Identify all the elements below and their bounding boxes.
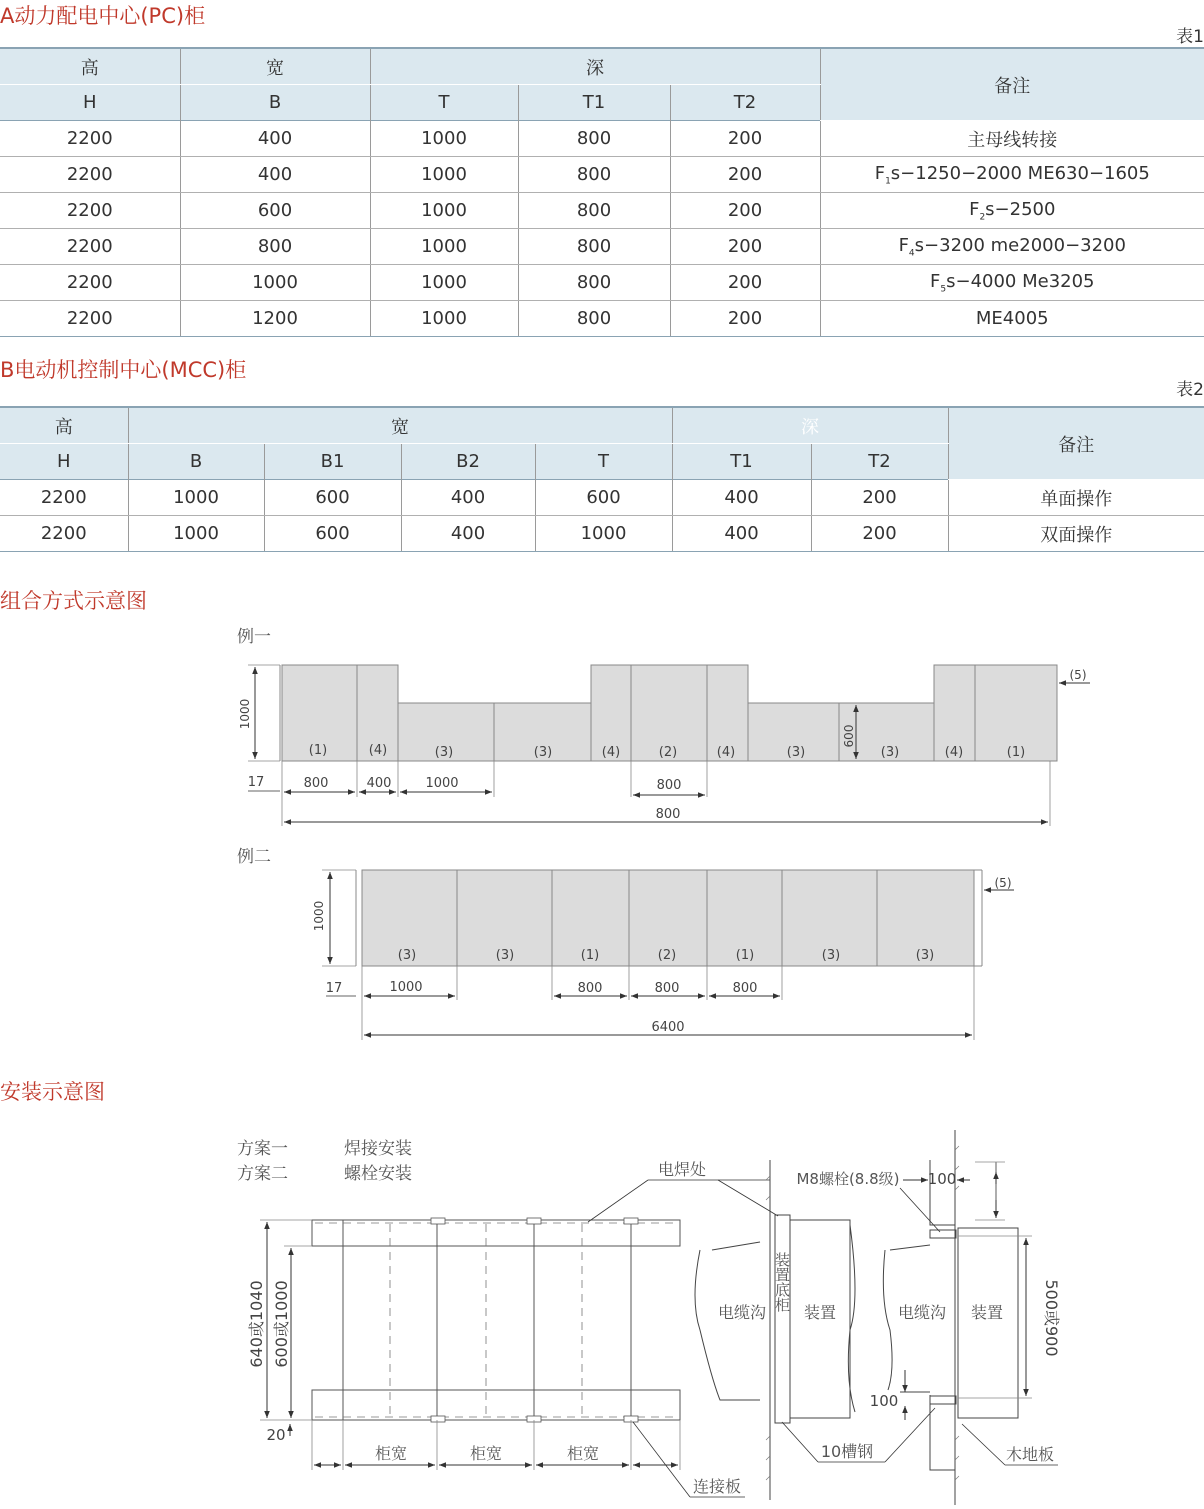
header-high: 高 — [0, 48, 180, 85]
cab-width-label: 柜宽 — [469, 1444, 503, 1463]
cell-t2: 200 — [670, 229, 820, 265]
ex1-offset-dim: 17 — [247, 775, 265, 790]
bolt-label: M8螺栓(8.8级) — [796, 1170, 900, 1188]
header-T1: T1 — [672, 444, 811, 480]
ex1-cabinet-label: (4) — [944, 745, 964, 760]
ex2-cabinet-label: (1) — [580, 948, 600, 963]
cell-b1: 600 — [264, 516, 401, 552]
ex2-width-dim: 1000 — [389, 980, 423, 995]
cell-remark: 主母线转接 — [820, 121, 1204, 157]
header-remark: 备注 — [820, 48, 1204, 121]
cell-t: 1000 — [535, 516, 672, 552]
cell-h: 2200 — [0, 121, 180, 157]
header-B: B — [180, 85, 370, 121]
cell-remark: $F_2s-2500$ — [820, 193, 1204, 229]
ex2-cabinet-label: (3) — [915, 948, 935, 963]
cell-b: 1200 — [180, 301, 370, 337]
cell-b: 400 — [180, 157, 370, 193]
cell-t1: 800 — [518, 193, 670, 229]
cell-b: 1000 — [128, 480, 264, 516]
cell-remark: $F_1s-1250-2000$ ME630−1605 — [820, 157, 1204, 193]
header-T1: T1 — [518, 85, 670, 121]
channel-label: 10槽钢 — [820, 1442, 874, 1461]
cab-width-label: 柜宽 — [566, 1444, 600, 1463]
cell-t2: 200 — [670, 301, 820, 337]
dim-inner: 600或1000 — [272, 1280, 291, 1368]
cell-remark: $F_4s-3200$ me2000−3200 — [820, 229, 1204, 265]
plan2-method: 螺栓安装 — [344, 1164, 412, 1184]
cell-t: 1000 — [370, 229, 518, 265]
ex2-callout: (5) — [994, 876, 1012, 890]
cell-t2: 200 — [670, 157, 820, 193]
ex2-cabinet-label: (3) — [397, 948, 417, 963]
cell-t1: 800 — [518, 229, 670, 265]
ex1-cabinet-label: (4) — [368, 743, 388, 758]
ex1-cabinet-label: (3) — [880, 745, 900, 760]
header-B: B — [128, 444, 264, 480]
ex1-cabinet-label: (3) — [786, 745, 806, 760]
table1-number: 表1 — [1176, 27, 1204, 47]
ex1-width-dim: 400 — [366, 776, 392, 791]
dim-right: 500或900 — [1042, 1279, 1061, 1357]
cell-t: 600 — [535, 480, 672, 516]
header-T: T — [535, 444, 672, 480]
cell-b2: 400 — [401, 516, 535, 552]
header-B1: B1 — [264, 444, 401, 480]
ex1-callout: (5) — [1069, 668, 1087, 682]
cell-h: 2200 — [0, 480, 128, 516]
ex2-width-dim: 800 — [654, 981, 680, 996]
cell-t2: 200 — [670, 121, 820, 157]
header-high: 高 — [0, 407, 128, 444]
ex1-cabinet-label: (1) — [1006, 745, 1026, 760]
cell-b: 1000 — [128, 516, 264, 552]
cell-remark: 单面操作 — [948, 480, 1204, 516]
cell-t1: 800 — [518, 121, 670, 157]
ex2-total-dim: 6400 — [651, 1020, 685, 1035]
cell-t: 1000 — [370, 121, 518, 157]
ex2-cabinet-label: (3) — [821, 948, 841, 963]
cell-h: 2200 — [0, 229, 180, 265]
dim-100-bottom: 100 — [869, 1392, 899, 1410]
header-T: T — [370, 85, 518, 121]
ex1-width-dim: 800 — [303, 776, 329, 791]
cell-b: 600 — [180, 193, 370, 229]
ex1-width-dim: 1000 — [425, 776, 459, 791]
cell-h: 2200 — [0, 516, 128, 552]
ex2-offset-dim: 17 — [325, 981, 343, 996]
cell-h: 2200 — [0, 265, 180, 301]
cab-width-label: 柜宽 — [374, 1444, 408, 1463]
floor-label: 木地板 — [1005, 1445, 1055, 1464]
header-T2: T2 — [670, 85, 820, 121]
section-install-title: 安装示意图 — [0, 1080, 105, 1104]
device-label-2: 装置 — [970, 1303, 1004, 1322]
header-H: H — [0, 85, 180, 121]
cell-b: 400 — [180, 121, 370, 157]
cell-t1: 800 — [518, 157, 670, 193]
cell-remark: ME4005 — [820, 301, 1204, 337]
ex2-width-dim: 800 — [732, 981, 758, 996]
ex1-total-dim: 800 — [655, 807, 681, 822]
header-wide: 宽 — [180, 48, 370, 85]
cell-t2: 200 — [811, 516, 948, 552]
header-wide: 宽 — [128, 407, 672, 444]
cell-t: 1000 — [370, 193, 518, 229]
cell-t2: 200 — [670, 193, 820, 229]
header-deep: 深 — [370, 48, 820, 85]
table2-number: 表2 — [1176, 380, 1204, 400]
ex1-mid-dim: 800 — [656, 778, 682, 793]
installation-diagram — [237, 1130, 1061, 1505]
cell-t2: 200 — [811, 480, 948, 516]
cell-t2: 200 — [670, 265, 820, 301]
trench-label: 电缆沟 — [717, 1303, 767, 1322]
ex2-width-dim: 800 — [577, 981, 603, 996]
dim-20: 20 — [266, 1426, 286, 1444]
weld-label: 电焊处 — [657, 1160, 707, 1179]
cell-b1: 600 — [264, 480, 401, 516]
cell-t1: 400 — [672, 516, 811, 552]
header-H: H — [0, 444, 128, 480]
cell-t: 1000 — [370, 265, 518, 301]
plan2-name: 方案二 — [237, 1164, 288, 1184]
cell-b2: 400 — [401, 480, 535, 516]
cell-t1: 800 — [518, 265, 670, 301]
combination-example-1 — [237, 627, 1090, 826]
dim-outer: 640或1040 — [247, 1280, 266, 1368]
cell-h: 2200 — [0, 157, 180, 193]
cell-h: 2200 — [0, 193, 180, 229]
dim-100-top: 100 — [927, 1170, 957, 1188]
combination-example-2 — [237, 847, 1014, 1040]
cell-b: 1000 — [180, 265, 370, 301]
ex1-cabinet-label: (2) — [658, 745, 678, 760]
example1-label: 例一 — [237, 627, 271, 647]
section-combination-title: 组合方式示意图 — [0, 589, 147, 613]
plan1-name: 方案一 — [237, 1139, 288, 1159]
header-deep: 深 — [672, 407, 948, 444]
cell-t1: 800 — [518, 301, 670, 337]
cell-h: 2200 — [0, 301, 180, 337]
example2-label: 例二 — [237, 847, 271, 867]
cell-b: 800 — [180, 229, 370, 265]
cell-t1: 400 — [672, 480, 811, 516]
trench-label-2: 电缆沟 — [897, 1303, 947, 1322]
ex2-height-dim: 1000 — [312, 900, 326, 932]
cell-remark: $F_5s-4000$ Me3205 — [820, 265, 1204, 301]
ex1-height-dim: 1000 — [238, 698, 252, 730]
cell-remark: 双面操作 — [948, 516, 1204, 552]
section-a-title: A动力配电中心(PC)柜 — [0, 4, 206, 28]
header-B2: B2 — [401, 444, 535, 480]
ex1-cabinet-label: (3) — [533, 745, 553, 760]
plate-label: 连接板 — [692, 1477, 742, 1496]
ex2-cabinet-label: (3) — [495, 948, 515, 963]
ex1-cabinet-label: (1) — [308, 743, 328, 758]
base-cabinet-label: 装置底柜 — [773, 1252, 791, 1312]
ex1-cabinet-label: (3) — [434, 745, 454, 760]
device-label: 装置 — [803, 1303, 837, 1322]
ex2-cabinet-label: (1) — [735, 948, 755, 963]
cell-t: 1000 — [370, 157, 518, 193]
ex1-cabinet-label: (4) — [716, 745, 736, 760]
plan1-method: 焊接安装 — [344, 1139, 412, 1159]
ex2-cabinet-label: (2) — [657, 948, 677, 963]
section-b-title: B电动机控制中心(MCC)柜 — [0, 358, 247, 382]
header-remark: 备注 — [948, 407, 1204, 480]
cell-t: 1000 — [370, 301, 518, 337]
ex1-cabinet-label: (4) — [601, 745, 621, 760]
header-T2: T2 — [811, 444, 948, 480]
ex1-depth-dim: 600 — [842, 724, 856, 748]
